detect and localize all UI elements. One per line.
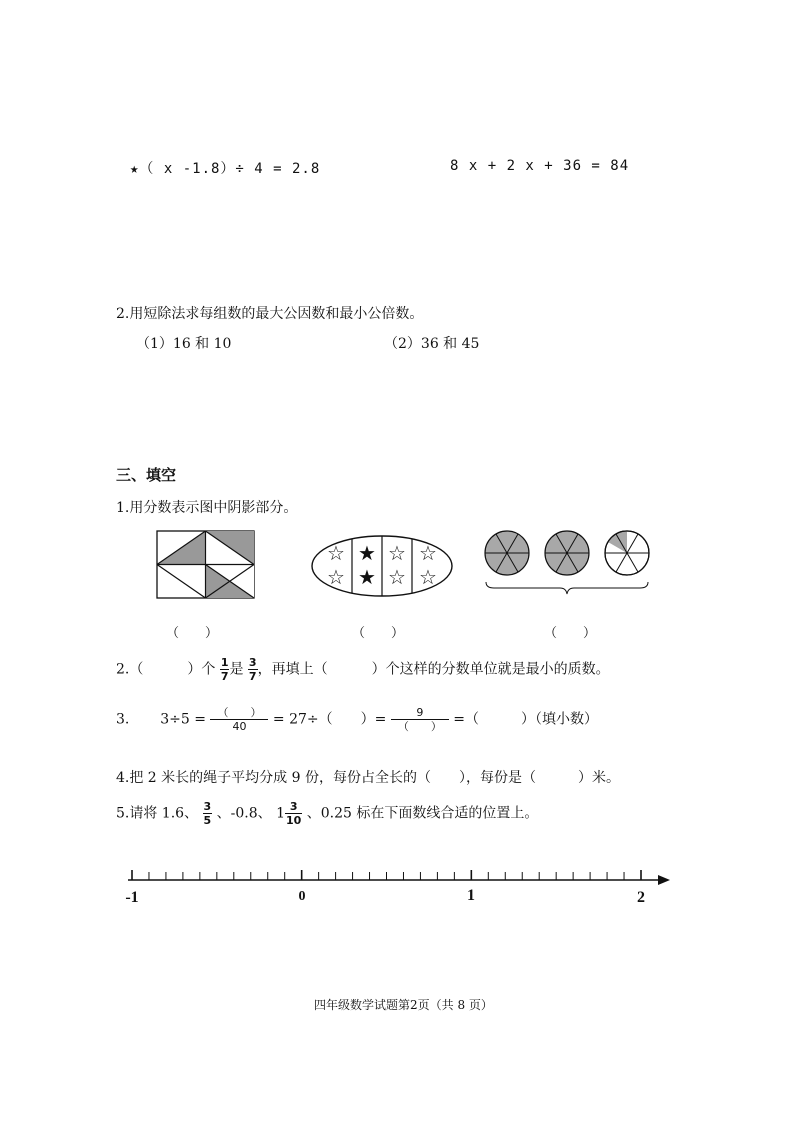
number-line-label: 1 <box>467 887 475 904</box>
circle-2 <box>545 531 589 575</box>
q3-start: 3÷5 = <box>160 711 206 728</box>
question-2-part-1: （1）16 和 10 <box>136 336 232 352</box>
answer-blank-3[interactable]: （ ） <box>544 626 597 641</box>
answer-blank-1[interactable]: （ ） <box>166 626 219 641</box>
number-line-arrow-icon <box>658 875 670 885</box>
fill-question-4: 4.把 2 米长的绳子平均分成 9 份，每份占全长的（ ），每份是（ ）米。 <box>116 770 620 786</box>
equation-2: 8 x + 2 x + 36 = 84 <box>450 158 630 174</box>
star-filled-icon: ★ <box>358 567 376 589</box>
q5-prefix: 5.请将 1.6、 <box>116 805 199 822</box>
star-outline-icon: ☆ <box>388 543 406 565</box>
star-outline-icon: ☆ <box>388 567 406 589</box>
fraction-a: $\frac{( )}{40}$ <box>210 706 268 733</box>
star-outline-icon: ☆ <box>419 567 437 589</box>
q3-end: =（ ）（填小数） <box>453 711 599 728</box>
shaded-rectangle-figure <box>156 530 256 600</box>
q2-part-a: ）个 <box>187 661 216 678</box>
page-footer: 四年级数学试题第2页（共 8 页） <box>314 998 493 1012</box>
circles-figure <box>482 528 654 598</box>
q3-label: 3. <box>116 711 130 728</box>
number-line-label: -1 <box>125 889 139 906</box>
q5-end: 、0.25 标在下面数线合适的位置上。 <box>306 805 539 822</box>
q2-part-c: ，再填上（ <box>257 661 328 678</box>
fraction-1-7: $\frac{1}{7}$ <box>220 656 229 683</box>
fraction-3-7: $\frac{3}{7}$ <box>248 656 257 683</box>
star-filled-icon: ★ <box>358 543 376 565</box>
question-2-part-2: （2）36 和 45 <box>384 336 480 352</box>
number-line-ticks <box>132 870 641 880</box>
fill-question-1: 1.用分数表示图中阴影部分。 <box>116 500 298 516</box>
star-outline-icon: ☆ <box>419 543 437 565</box>
fill-question-2 <box>116 656 610 683</box>
question-2-title: 2.用短除法求每组数的最大公因数和最小公倍数。 <box>116 306 424 322</box>
q2-part-b: 是 <box>229 661 244 678</box>
equation-1: ★（ x -1.8）÷ 4 = 2.8 <box>130 161 321 177</box>
q3-mid: = 27÷（ ）= <box>272 711 387 728</box>
fill-question-3 <box>116 706 598 733</box>
fill-question-5 <box>116 800 538 827</box>
star-outline-icon: ☆ <box>327 543 345 565</box>
q2-part-d: ）个这样的分数单位就是最小的质数。 <box>371 661 610 678</box>
fraction-b: $\frac{9}{( )}$ <box>391 706 449 733</box>
number-line-label: 2 <box>637 889 645 906</box>
section-3-heading: 三、填空 <box>116 466 177 484</box>
fraction-3-5: $\frac{3}{5}$ <box>203 800 212 827</box>
circle-3 <box>605 531 649 575</box>
answer-blank-2[interactable]: （ ） <box>352 626 405 641</box>
fraction-3-10: $\frac{3}{10}$ <box>286 800 302 827</box>
circle-1 <box>485 531 529 575</box>
star-outline-icon: ☆ <box>327 567 345 589</box>
brace <box>486 582 648 594</box>
star-ellipse-figure <box>310 534 454 598</box>
number-line-label: 0 <box>298 889 306 904</box>
q2-prefix: 2.（ <box>116 661 144 678</box>
q5-mid: 、-0.8、 1 <box>216 805 285 822</box>
number-line <box>110 860 680 910</box>
